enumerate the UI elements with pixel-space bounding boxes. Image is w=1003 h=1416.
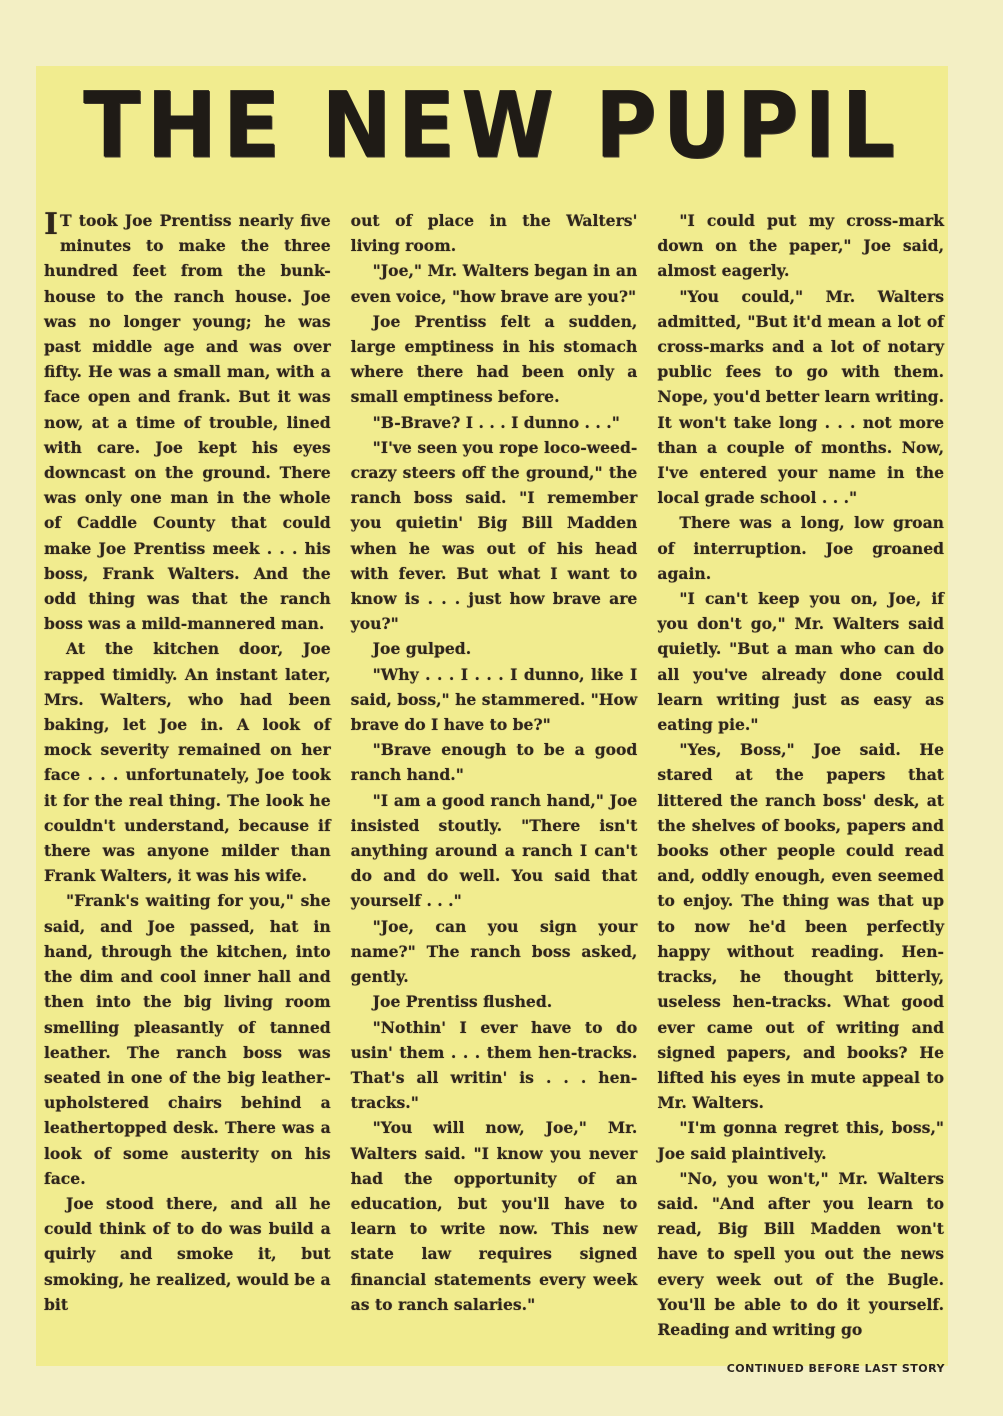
paragraph: There was a long, low groan of interruption. Joe groaned again.	[657, 513, 945, 583]
paragraph: out of place in the Walters' living room.	[350, 211, 638, 256]
paragraph: Joe stood there, and all he could think of to do was build a quirly and smoke it, but smoking, he realized, would be a bit	[44, 1193, 331, 1314]
paragraph	[44, 208, 331, 636]
paragraph: "No, you won't," Mr. Walters said. "And after you learn to read, Big Bill Madden won't have to spell you out the news every week out of the Bugle. You'll be able to do it yourself. Reading and writing go	[657, 1168, 945, 1339]
paragraph: "Nothin' I ever have to do usin' them . . . them hen-tracks. That's all writin' is . . . hen-tracks."	[350, 1017, 638, 1113]
paragraph: "I can't keep you on, Joe, if you don't go," Mr. Walters said quietly. "But a man who can do all you've already done could learn writing just as easy as eating pie."	[657, 589, 945, 735]
paragraph: "Why . . . I . . . I dunno, like I said, boss," he stammered. "How brave do I have to be?"	[350, 664, 638, 735]
paragraph: "Joe, can you sign your name?" The ranch boss asked, gently.	[350, 916, 638, 987]
paragraph-text: T took Joe Prentiss nearly five minutes to make the three hundred feet from the bunk-house to the ranch house. Joe was no longer young; he was past middle age and was over fifty. He was a small man, with a face open and frank. But it was now, at a time of trouble, lined with care. Joe kept his eyes downcast on the ground. There was only one man in the whole of Caddle County that could make Joe Prentiss meek . . . his boss, Frank Walters. And the odd thing was that the ranch boss was a mild-mannered man.	[44, 211, 331, 634]
column-2	[351, 208, 638, 1342]
paragraph: "Frank's waiting for you," she said, and Joe passed, hat in hand, through the kitchen, into the dim and cool inner hall and then into the big living room smelling pleasantly of tanned leather. The ranch boss was seated in one of the big leather-upholstered chairs behind a leathertopped desk. There was a look of some austerity on his face.	[44, 891, 331, 1188]
story-title: THE NEW PUPIL	[83, 72, 901, 178]
paragraph: "You will now, Joe," Mr. Walters said. "I know you never had the opportunity of an education, but you'll have to learn to write now. This new state law requires signed financial statements every week as to ranch salaries."	[350, 1118, 638, 1314]
paragraph: Joe Prentiss flushed.	[372, 992, 553, 1012]
paragraph: Joe Prentiss felt a sudden, large emptiness in his stomach where there had been only a small emptiness before.	[350, 311, 638, 407]
text-columns	[44, 208, 944, 1342]
paragraph: "B-Brave? I . . . I dunno . . ."	[372, 412, 620, 432]
paragraph: "I've seen you rope loco-weed-crazy steers off the ground," the ranch boss said. "I remember you quietin' Big Bill Madden when he was out of his head with fever. But what I want to know is . . . just how brave are you?"	[350, 437, 638, 634]
paragraph: "Brave enough to be a good ranch hand."	[350, 740, 638, 785]
continued-note: CONTINUED BEFORE LAST STORY	[726, 1362, 945, 1375]
paragraph: "I am a good ranch hand," Joe insisted stoutly. "There isn't anything around a ranch I can't do and do well. You said that yourself . . ."	[350, 790, 638, 911]
paragraph: "Joe," Mr. Walters began in an even voice, "how brave are you?"	[350, 261, 638, 306]
paragraph: "Yes, Boss," Joe said. He stared at the papers that littered the ranch boss' desk, at the shelves of books, papers and books other people could read and, oddly enough, even seemed to enjoy. The thing was that up to now he'd been perfectly happy without reading. Hen-tracks, he thought bitterly, useless hen-tracks. What good ever came out of writing and signed papers, and books? He lifted his eyes in mute appeal to Mr. Walters.	[657, 740, 945, 1113]
column-3	[657, 208, 944, 1342]
paragraph: "I'm gonna regret this, boss," Joe said plaintively.	[657, 1118, 945, 1163]
column-1	[44, 208, 331, 1342]
drop-cap: I	[44, 207, 59, 242]
paragraph: Joe gulped.	[372, 639, 472, 659]
paragraph: "I could put my cross-mark down on the paper," Joe said, almost eagerly.	[657, 211, 945, 281]
paragraph: "You could," Mr. Walters admitted, "But it'd mean a lot of cross-marks and a lot of notary public fees to go with them. Nope, you'd better learn writing. It won't take long . . . not more than a couple of months. Now, I've entered your name in the local grade school . . ."	[657, 286, 945, 508]
paragraph: At the kitchen door, Joe rapped timidly. An instant later, Mrs. Walters, who had been baking, let Joe in. A look of mock severity remained on her face . . . unfortunately, Joe took it for the real thing. The look he couldn't understand, because if there was anyone milder than Frank Walters, it was his wife.	[44, 639, 331, 886]
